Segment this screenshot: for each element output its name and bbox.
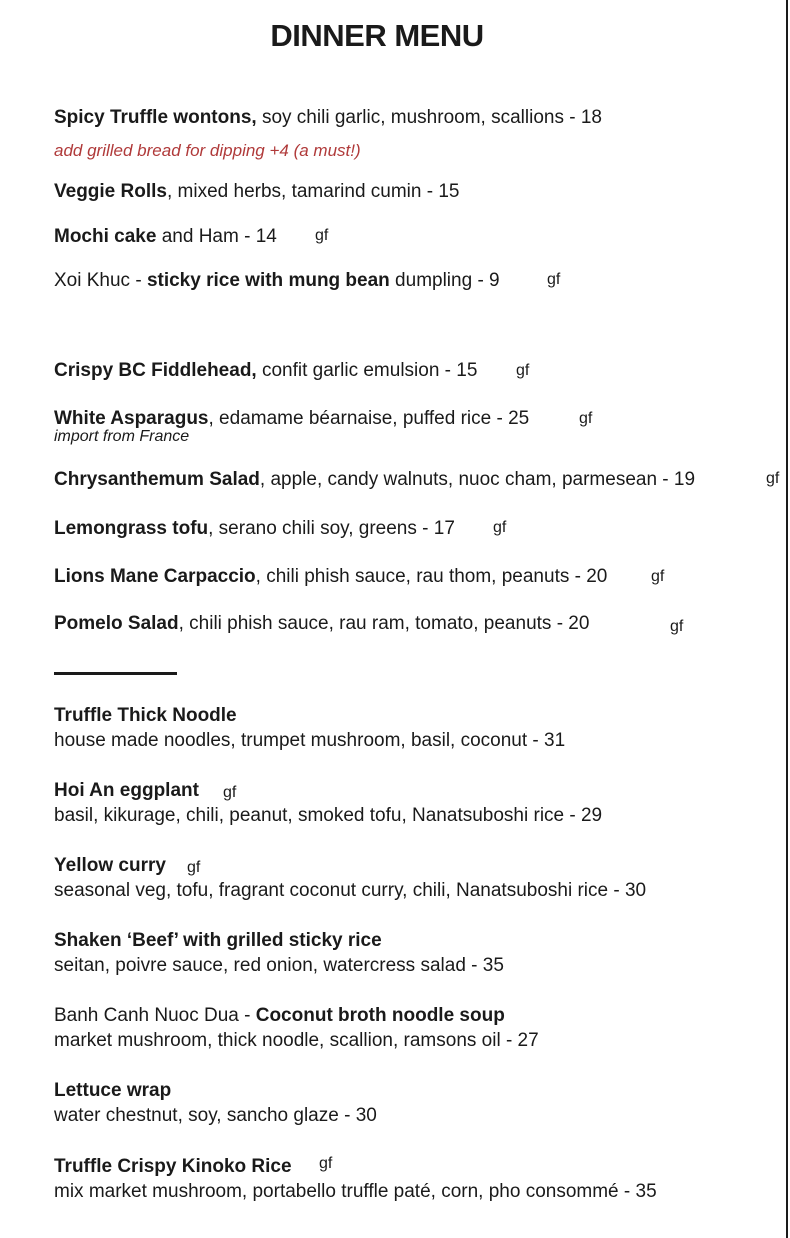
- gf-badge: gf: [315, 227, 329, 244]
- menu-item-banh-canh-name: [54, 1004, 505, 1028]
- item-name: Lions Mane Carpaccio: [54, 566, 256, 587]
- item-desc: , chili phish sauce, rau ram, tomato, peanuts - 20: [178, 613, 590, 634]
- menu-item-beef-name: Shaken ‘Beef’ with grilled sticky rice: [54, 930, 382, 951]
- menu-item-fiddlehead: [54, 359, 477, 383]
- gf-badge: gf: [187, 859, 201, 876]
- menu-item-banh-canh-desc: market mushroom, thick noodle, scallion, ramsons oil - 27: [54, 1030, 539, 1051]
- page-edge-line: [786, 0, 788, 1238]
- item-name: Spicy Truffle wontons,: [54, 107, 257, 128]
- gf-badge: gf: [516, 362, 530, 379]
- menu-item-veggie-rolls: [54, 180, 460, 204]
- item-name: Coconut broth noodle soup: [255, 1005, 505, 1026]
- menu-item-lettuce-desc: water chestnut, soy, sancho glaze - 30: [54, 1105, 377, 1126]
- gf-badge: gf: [579, 410, 593, 427]
- item-name: sticky rice with mung bean: [146, 270, 390, 291]
- menu-item-curry-desc: seasonal veg, tofu, fragrant coconut curry, chili, Nanatsuboshi rice - 30: [54, 880, 647, 901]
- item-name: Pomelo Salad: [54, 613, 179, 634]
- menu-item-wontons: [54, 106, 602, 130]
- menu-item-chrysanthemum: [54, 468, 695, 492]
- item-desc: , apple, candy walnuts, nuoc cham, parmesean - 19: [259, 469, 696, 490]
- item-desc: soy chili garlic, mushroom, scallions - 18: [256, 107, 602, 128]
- gf-badge: gf: [766, 470, 780, 487]
- menu-item-beef-desc: seitan, poivre sauce, red onion, watercress salad - 35: [54, 955, 504, 976]
- item-desc: dumpling - 9: [389, 270, 500, 291]
- menu-item-carpaccio: [54, 565, 607, 589]
- item-desc: , chili phish sauce, rau thom, peanuts - 20: [255, 566, 608, 587]
- item-name: Mochi cake: [54, 226, 157, 247]
- gf-badge: gf: [223, 784, 237, 801]
- menu-item-kinoko-desc: mix market mushroom, portabello truffle paté, corn, pho consommé - 35: [54, 1181, 657, 1202]
- item-prefix: Banh Canh Nuoc Dua -: [54, 1005, 256, 1026]
- item-name: Crispy BC Fiddlehead,: [54, 360, 257, 381]
- asparagus-note: import from France: [54, 428, 190, 445]
- menu-item-mochi: [54, 225, 277, 249]
- gf-badge: gf: [493, 519, 507, 536]
- item-desc: and Ham - 14: [156, 226, 277, 247]
- item-name: Lemongrass tofu: [54, 518, 209, 539]
- section-divider: [54, 672, 177, 675]
- menu-item-eggplant-desc: basil, kikurage, chili, peanut, smoked tofu, Nanatsuboshi rice - 29: [54, 805, 603, 826]
- menu-title: DINNER MENU: [270, 18, 484, 53]
- item-desc: , edamame béarnaise, puffed rice - 25: [208, 408, 530, 429]
- gf-badge: gf: [319, 1155, 333, 1172]
- menu-item-curry-name: Yellow curry: [54, 855, 166, 876]
- item-name: Veggie Rolls: [54, 181, 167, 202]
- menu-item-eggplant-name: Hoi An eggplant: [54, 780, 199, 801]
- gf-badge: gf: [651, 568, 665, 585]
- item-desc: confit garlic emulsion - 15: [256, 360, 478, 381]
- item-prefix: Xoi Khuc -: [54, 270, 147, 291]
- item-name: Chrysanthemum Salad: [54, 469, 260, 490]
- menu-item-noodle-name: Truffle Thick Noodle: [54, 705, 237, 726]
- item-desc: , serano chili soy, greens - 17: [208, 518, 455, 539]
- item-desc: , mixed herbs, tamarind cumin - 15: [166, 181, 460, 202]
- menu-item-noodle-desc: house made noodles, trumpet mushroom, basil, coconut - 31: [54, 730, 566, 751]
- wontons-note: add grilled bread for dipping +4 (a must!): [54, 141, 361, 160]
- menu-item-pomelo: [54, 612, 589, 636]
- menu-item-lemongrass-tofu: [54, 517, 455, 541]
- menu-item-lettuce-name: Lettuce wrap: [54, 1080, 172, 1101]
- gf-badge: gf: [670, 618, 684, 635]
- gf-badge: gf: [547, 271, 561, 288]
- item-name: White Asparagus: [54, 408, 209, 429]
- menu-item-xoi-khuc: [54, 269, 500, 293]
- menu-item-kinoko-name: Truffle Crispy Kinoko Rice: [54, 1156, 292, 1177]
